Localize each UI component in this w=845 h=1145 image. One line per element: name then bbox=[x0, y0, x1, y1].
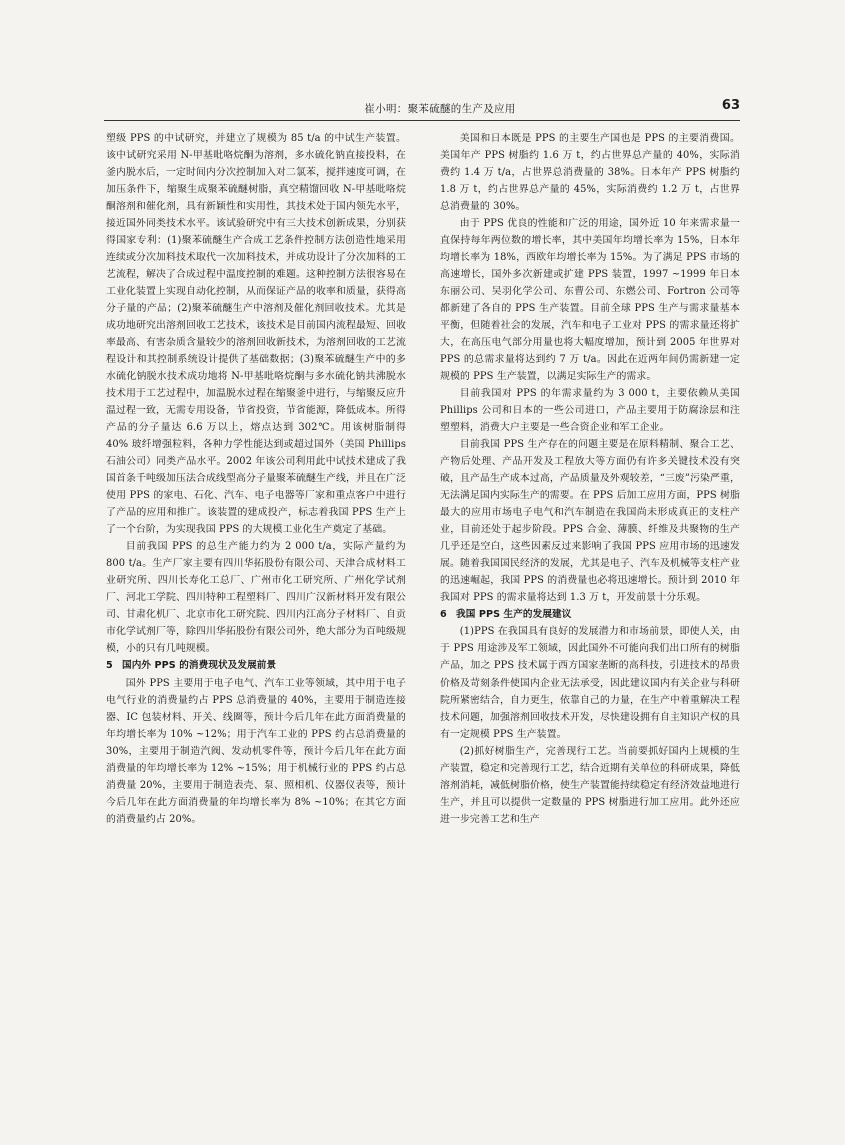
right-column bbox=[440, 130, 740, 828]
section-heading bbox=[106, 657, 406, 674]
paragraph: 美国和日本既是 PPS 的主要生产国也是 PPS 的主要消费国。美国年产 PPS 树脂约 1.6 万 t，约占世界总产量的 40%，实际消费约 1.4 万 t/a，占世界总消费量的 38%。日本年产 PPS 树脂约 1.8 万 t，约占世界总产量的 45%，实际消费约 1.2 万 t，占世界总消费量的 30%。 bbox=[440, 133, 740, 213]
section-number: 6 bbox=[440, 609, 447, 621]
page-number: 63 bbox=[721, 98, 740, 113]
paragraph: 塑级 PPS 的中试研究，并建立了规模为 85 t/a 的中试生产装置。该中试研究采用 N-甲基吡咯烷酮为溶剂，多水硫化钠直接投料，在釜内脱水后，一定时间内分次控制加入对二氯苯，搅拌速度可调，在加压条件下，缩聚生成聚苯硫醚树脂，真空精馏回收 N-甲基吡咯烷酮溶剂和催化剂，具有新颖性和实用性，其技术处于国内领先水平，接近国外同类技术水平。该试验研究中有三大技术创新成果，分别获得国家专利：(1)聚苯硫醚生产合成工艺条件控制方法创造性地采用连续或分次加料技术取代一次加料技术，并成功设计了分次加料的工艺流程，解决了合成过程中温度控制的难题。这种控制方法很容易在工业化装置上实现自动化控制，从而保证产品的收率和质量，获得高分子量的产品；(2)聚苯硫醚生产中溶剂及催化剂回收技术。尤其是成功地研究出溶剂回收工艺技术，该技术是目前国内流程最短、回收率最高、有害杂质含量较少的溶剂回收新技术，为溶剂回收的工艺流程设计和其控制系统设计提供了基础数据；(3)聚苯硫醚生产中的多水硫化钠脱水技术成功地将 N-甲基吡咯烷酮与多水硫化钠共沸脱水技术用于工艺过程中，加温脱水过程在缩聚釜中进行，与缩聚反应升温过程一致，无需专用设备，节省投资，节省能源，降低成本。所得产品的分子量达 6.6 万以上，熔点达到 302℃。用该树脂制得 40% 玻纤增强粒料，各种力学性能达到或超过国外（美国 Phillips 石油公司）同类产品水平。2002 年该公司利用此中试技术建成了我国首条千吨级加压法合成线型高分子量聚苯硫醚生产线，并且在广泛使用 PPS 的家电、石化、汽车、电子电器等厂家和重点客户中进行了产品的应用和推广。该装置的建成投产，标志着我国 PPS 生产上了一个台阶，为实现我国 PPS 的大规模工业化生产奠定了基础。 bbox=[106, 133, 406, 536]
paragraph: (1)PPS 在我国具有良好的发展潜力和市场前景，即使人关，由于 PPS 用途涉及军工领域，因此国外不可能向我们出口所有的树脂产品，加之 PPS 技术属于西方国家垄断的高科技，引进技术的昂贵价格及苛刻条件使国内企业无法承受，因此建议国内有关企业与科研院所紧密结合，自力更生，依靠自己的力量，在生产中着重解决工程技术问题，加强溶剂回收技术开发，尽快建设拥有自主知识产权的具有一定规模 PPS 生产装置。 bbox=[440, 626, 740, 740]
running-header-title: 崔小明：聚苯硫醚的生产及应用 bbox=[364, 103, 516, 115]
paragraph: 目前我国对 PPS 的年需求量约为 3 000 t，主要依赖从美国 Phillips 公司和日本的一些公司进口，产品主要用于防腐涂层和注塑塑料，消费大户主要是一些合资企业和军工企业。 bbox=[440, 388, 740, 434]
paragraph: 目前我国 PPS 生产存在的问题主要是在原料精制、聚合工艺、产物后处理、产品开发及工程放大等方面仍有许多关键技术没有突破，且产品生产成本过高，产品质量及外观较差，“三废”污染严重，无法满足国内实际生产的需要。在 PPS 后加工应用方面，PPS 树脂最大的应用市场电子电气和汽车制造在我国尚未形成真正的支柱产业，目前还处于起步阶段。PPS 合金、薄膜、纤维及共聚物的生产几乎还是空白，这些因素反过来影响了我国 PPS 应用市场的迅速发展。随着我国国民经济的发展，尤其是电子、汽车及机械等支柱产业的迅速崛起，我国 PPS 的消费量也必将迅速增长。预计到 2010 年我国对 PPS 的需求量将达到 1.3 万 t，开发前景十分乐观。 bbox=[440, 439, 740, 604]
paragraph: 国外 PPS 主要用于电子电气、汽车工业等领域，其中用于电子电气行业的消费量约占 PPS 总消费量的 40%，主要用于制造连接器、IC 包装材料、开关、线圈等，预计今后几年在此方面消费量的年均增长率为 10% ~12%；用于汽车工业的 PPS 约占总消费量的 30%，主要用于制造汽阀、发动机零件等，预计今后几年在此方面消费量的年均增长率为 12% ~15%；用于机械行业的 PPS 约占总消费量 20%，主要用于制造表壳、泵、照相机、仪器仪表等，预计今后几年在此方面消费量的年均增长率为 8% ~10%；在其它方面的消费量约占 20%。 bbox=[106, 677, 406, 825]
section-number: 5 bbox=[106, 660, 113, 672]
header-rule bbox=[104, 120, 740, 121]
left-column bbox=[106, 130, 406, 828]
paragraph: (2)抓好树脂生产，完善现行工艺。当前要抓好国内上规模的生产装置，稳定和完善现行工艺，结合近期有关单位的科研成果，降低溶剂消耗，减低树脂价格，使生产装置能持续稳定有经济效益地进行生产，并且可以提供一定数量的 PPS 树脂进行加工应用。此外还应进一步完善工艺和生产 bbox=[440, 745, 740, 825]
section-heading bbox=[440, 606, 740, 623]
paragraph: 由于 PPS 优良的性能和广泛的用途，国外近 10 年来需求量一直保持每年两位数的增长率，其中美国年均增长率为 15%，日本年均增长率为 18%，西欧年均增长率为 15%。为了满足 PPS 市场的高速增长，国外多次新建或扩建 PPS 装置，1997 ~1999 年日本东丽公司、吴羽化学公司、东曹公司、东燃公司、Fortron 公司等都新建了各自的 PPS 生产装置。目前全球 PPS 生产与需求量基本平衡，但随着社会的发展，汽车和电子工业对 PPS 的需求量还将扩大，在高压电气部分用量也将大幅度增加，预计到 2005 年世界对 PPS 的总需求量将达到约 7 万 t/a。因此在近两年间仍需新建一定规模的 PPS 生产装置，以满足实际生产的需求。 bbox=[440, 218, 740, 383]
paragraph: 目前我国 PPS 的总生产能力约为 2 000 t/a，实际产量约为 800 t/a。生产厂家主要有四川华拓股份有限公司、天津合成材料工业研究所、四川长寿化工总厂、广州市化工研究所、广州化学试剂厂、河北工学院、四川特种工程塑料厂、四川广汉新材料开发有限公司、甘肃化机厂、北京市化工研究院、四川内江高分子材料厂、自贡市化学试剂厂等，除四川华拓股份有限公司外，绝大部分为百吨级规模，小的只有几吨规模。 bbox=[106, 541, 406, 655]
section-title: 我国 PPS 生产的发展建议 bbox=[456, 609, 572, 621]
section-title: 国内外 PPS 的消费现状及发展前景 bbox=[122, 660, 277, 672]
